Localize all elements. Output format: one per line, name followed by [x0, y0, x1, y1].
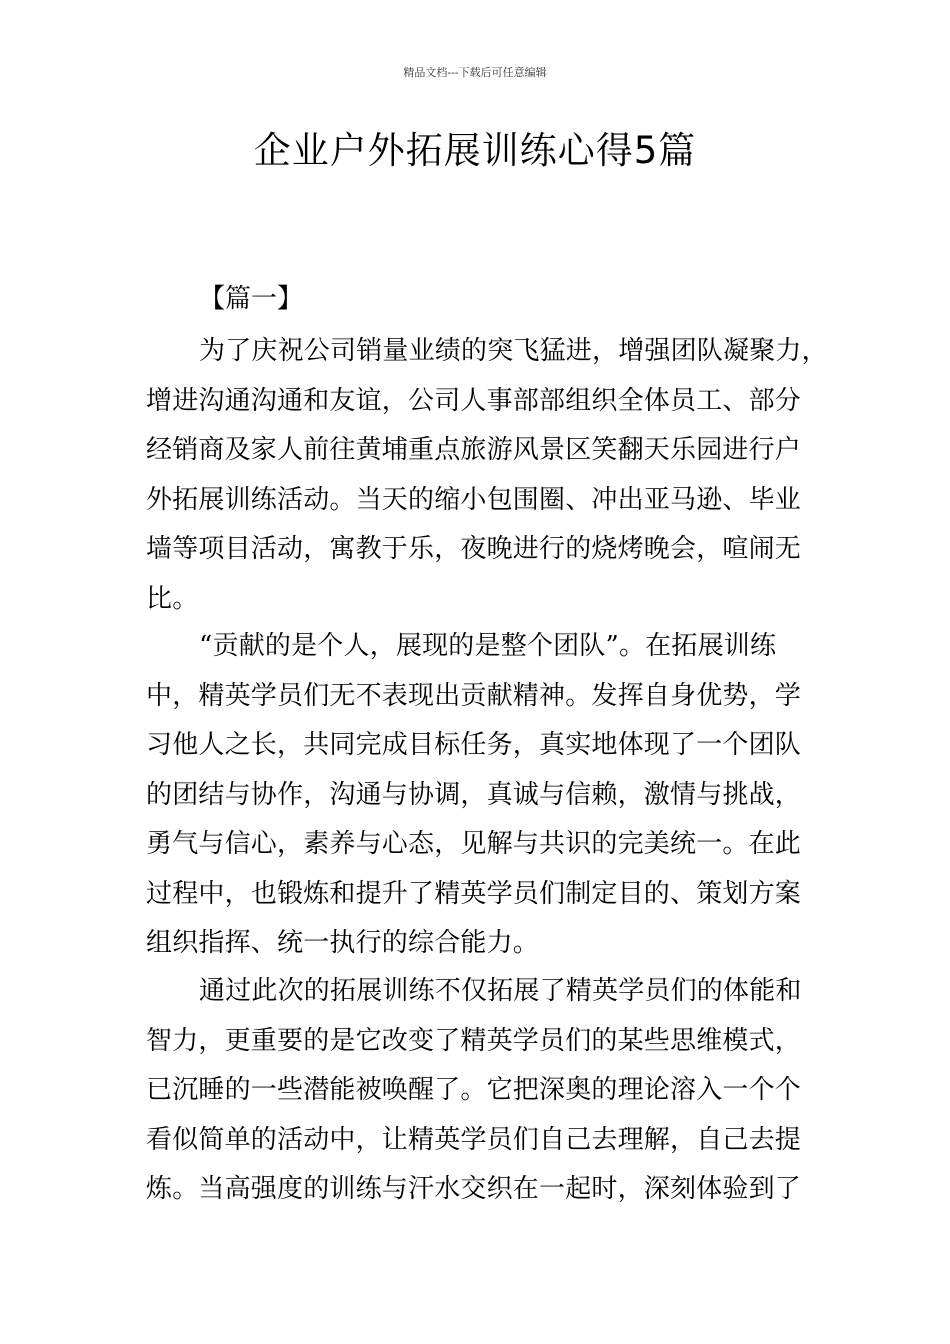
section-label: 【篇一】	[199, 284, 304, 314]
paragraph-line: 经销商及家人前往黄埔重点旅游风景区笑翻天乐园进行户	[146, 435, 802, 465]
paragraph-line: 勇气与信心，素养与心态，见解与共识的完美统一。在此	[146, 829, 802, 859]
paragraph-line: 外拓展训练活动。当天的缩小包围圈、冲出亚马逊、毕业	[146, 484, 802, 515]
paragraph-line: 炼。当高强度的训练与汗水交织在一起时，深刻体验到了	[146, 1174, 802, 1204]
paragraph-line: 过程中，也锻炼和提升了精英学员们制定目的、策划方案	[146, 878, 802, 909]
paragraph-2	[146, 622, 812, 969]
paragraph-line: 比。	[146, 583, 199, 614]
paragraph-line: “贡献的是个人，展现的是整个团队”。在拓展训练	[199, 631, 777, 661]
paragraph-line: 通过此次的拓展训练不仅拓展了精英学员们的体能和	[199, 976, 802, 1006]
paragraph-line: 为了庆祝公司销量业绩的突飞猛进，增强团队凝聚力，	[199, 336, 828, 366]
paragraph-line: 的团结与协作，沟通与协调，真诚与信赖，激情与挑战，	[146, 779, 802, 810]
paragraph-line: 已沉睡的一些潜能被唤醒了。它把深奥的理论溶入一个个	[146, 1075, 802, 1105]
paragraph-line: 墙等项目活动，寓教于乐，夜晚进行的烧烤晚会，喧闹无	[146, 534, 802, 564]
paragraph-line: 看似简单的活动中，让精英学员们自己去理解，自己去提	[146, 1124, 802, 1155]
paragraph-1	[146, 327, 828, 624]
paragraph-line: 智力，更重要的是它改变了精英学员们的某些思维模式，	[146, 1025, 802, 1056]
paragraph-line: 增进沟通沟通和友谊，公司人事部部组织全体员工、部分	[146, 385, 802, 416]
paragraph-line: 中，精英学员们无不表现出贡献精神。发挥自身优势，学	[146, 680, 802, 711]
paragraph-line: 习他人之长，共同完成目标任务，真实地体现了一个团队	[146, 730, 802, 760]
page-header: 精品文档---下载后可任意编辑	[403, 66, 547, 79]
paragraph-3	[146, 967, 812, 1215]
document-title: 企业户外拓展训练心得5篇	[253, 129, 697, 172]
paragraph-line: 组织指挥、统一执行的综合能力。	[146, 928, 540, 958]
